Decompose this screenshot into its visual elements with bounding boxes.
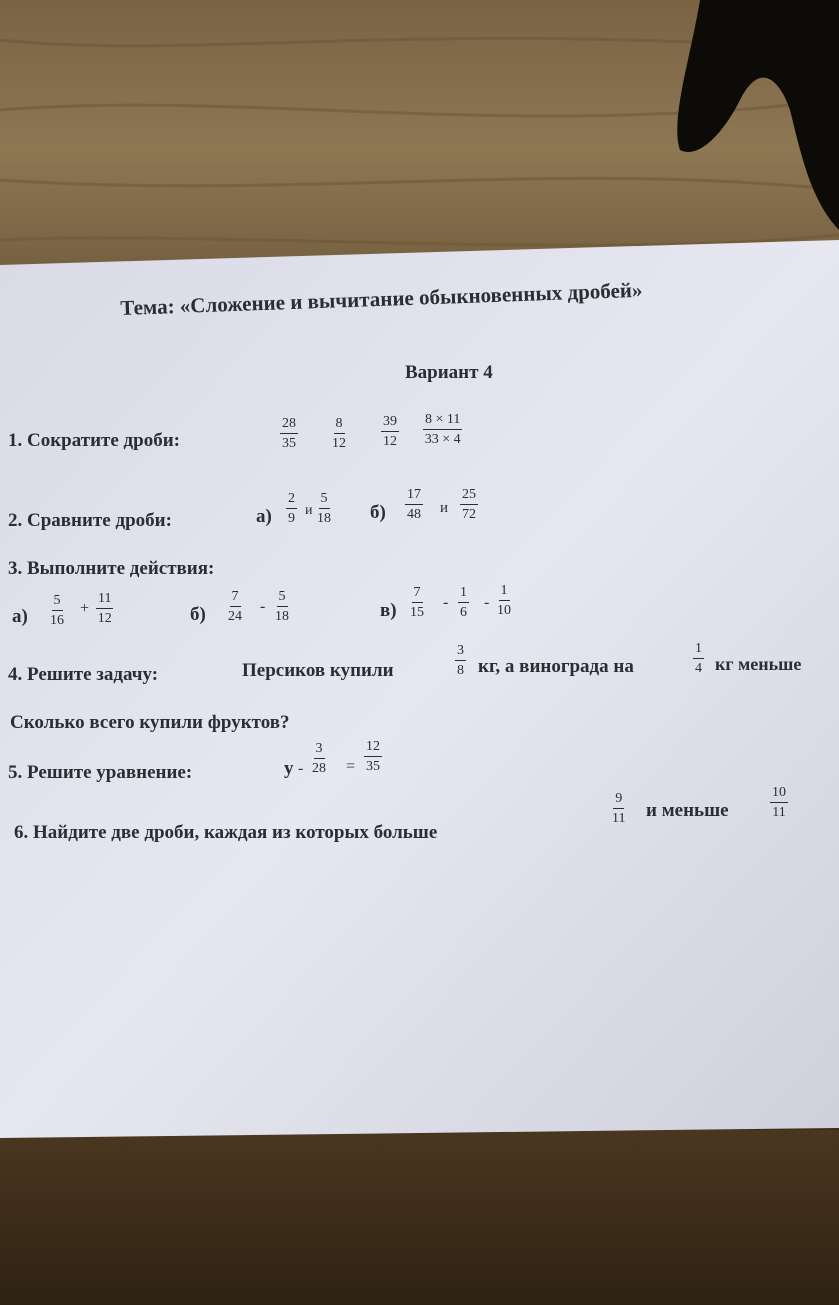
equals-sign: = [346,758,356,775]
task3-part-c: в) [380,600,397,621]
task6-text-2: и меньше [646,800,729,821]
variant-label: Вариант 4 [405,362,493,383]
task2-part-a: а) [256,506,272,527]
task2-fraction-3: $\frac{17}{48}$ [407,487,421,522]
minus-sign-1: - [260,598,266,615]
task2-and-2: и [440,500,449,516]
task4-text-3: кг меньше [715,654,802,674]
task1-fraction-3: $\frac{39}{12}$ [383,414,397,449]
task3-label: 3. Выполните действия: [8,558,215,579]
task2-and-1: и [305,503,313,518]
task1-fraction-2: $\frac{8}{12}$ [332,416,346,451]
task2-label: 2. Сравните дроби: [8,510,172,531]
task6-label: 6. Найдите две дроби, каждая из которых больше [14,822,438,843]
task4-fraction-1: $\frac{3}{8}$ [457,643,464,678]
task1-fraction-1: $\frac{28}{35}$ [282,416,296,451]
task3-fraction-7: $\frac{1}{10}$ [497,583,511,618]
task6-fraction-2: $\frac{10}{11}$ [772,785,786,820]
task3-fraction-2: $\frac{11}{12}$ [97,591,112,626]
worksheet-title: Тема: «Сложение и вычитание обыкновенных дробей» [120,277,643,320]
task5-label: 5. Решите уравнение: [8,762,193,783]
task1-fraction-4: $\frac{8 \times 11}{33 \times 4}$ [424,412,461,447]
task3-fraction-6: $\frac{1}{6}$ [460,585,467,620]
task2-fraction-1: $\frac{2}{9}$ [288,491,295,526]
task6-fraction-1: $\frac{9}{11}$ [612,791,626,826]
task3-part-a: а) [12,606,28,627]
task2-fraction-4: $\frac{25}{72}$ [462,487,476,522]
task5-variable: y [284,758,294,779]
minus-sign-4: - [298,760,304,777]
task3-fraction-5: $\frac{7}{15}$ [410,585,424,620]
minus-sign-3: - [484,594,490,611]
task3-fraction-4: $\frac{5}{18}$ [275,589,289,624]
task4-question: Сколько всего купили фруктов? [10,712,290,733]
task3-fraction-3: $\frac{7}{24}$ [228,589,242,624]
task4-text-1: Персиков купили [242,660,394,681]
task4-label: 4. Решите задачу: [8,664,159,685]
task3-part-b: б) [190,604,206,625]
task2-part-b: б) [370,502,386,523]
task3-fraction-1: $\frac{5}{16}$ [50,593,64,628]
task5-fraction-1: $\frac{3}{28}$ [312,741,326,776]
task4-text-2: кг, а винограда на [478,656,634,677]
minus-sign-2: - [443,594,449,611]
task1-label: 1. Сократите дроби: [8,430,180,451]
task4-fraction-2: $\frac{1}{4}$ [695,641,702,676]
task2-fraction-2: $\frac{5}{18}$ [317,491,331,526]
task5-fraction-2: $\frac{12}{35}$ [366,739,380,774]
floor [0,1130,839,1305]
plus-sign: + [80,600,90,617]
